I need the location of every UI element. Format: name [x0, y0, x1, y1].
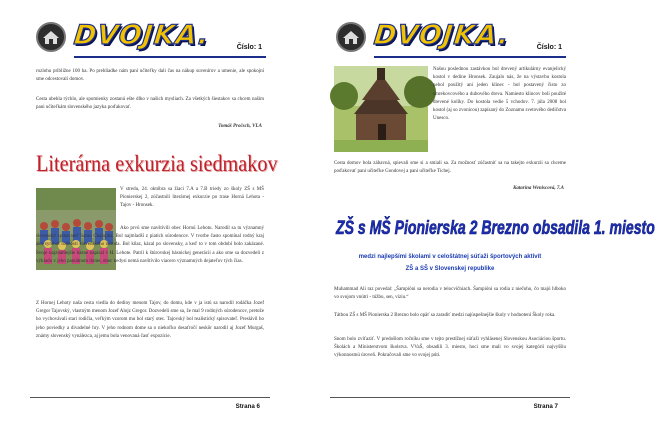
article-subtitle-2: ZŠ a SŠ v Slovenskej republike [405, 266, 495, 272]
newsletter-logo: DVOJKA. [372, 20, 512, 51]
tajov-paragraph: Z Hornej Lehoty naša cesta viedla do dediny menom Tajov, do domu, kde v ja istú sa narodil rodáčka Jozef Gregor Tajovský, vlastným menom Jozef Alojz Gregor. Dozvedeli sme sa, že mal 9 rodiných súrodencov, pretože ho vychovávali stari rodičia, veľkým vzorom mu bol starý otec. Tajovský bol realistický spisovateľ. Preslávil ho jeho poviedky a divadelné hry. V jeho rodnom dome sa o niekoľko desaťročí neskôr narodil aj Jozef Murgaš, známy slovenský vynálezca, aj jemu bola venovaná časť expozície. [36, 301, 264, 339]
school-emblem-icon [36, 22, 66, 52]
page-number: Strana 6 [235, 403, 260, 410]
wooden-church-photo [334, 66, 428, 152]
intro-paragraph: rozlohu približne 100 ha. Po prehliadke nám pani učiteľky dali čas na nákup suvenírov a umenie, ale spokojní sme odcestovali domov. [36, 69, 264, 83]
issue-number: Číslo: 1 [536, 44, 562, 51]
trip-intro-paragraph: V stredu, 24. októbra sa žiaci 7.A a 7.B triedy zo školy ZŠ s MŠ Pionierskej 2, zúčastnili literárnej exkurzie po trase Horná Lehota - Tajov - Hronsek. [120, 187, 264, 209]
header-divider [374, 56, 566, 58]
quote-paragraph: Muhammad Ali raz povedal: „Šampióni sa nerodia v telocvičniach. Šampióni sa rodia z niečoho, čo majú hlboko vo svojom vnútri - túžbu, sen, víziu.“ [334, 287, 566, 301]
goal-paragraph: Tátbou ZŠ s MŠ Pionierska 2 Brezno bolo opäť sa zaradiť medzi najúspešnejšie školy v hodnotení Školy roka. [334, 313, 556, 318]
newsletter-logo: DVOJKA. [72, 20, 212, 51]
reflection-paragraph: Cesta ubehla rýchlo, ale spomienky zostanú ešte dlho v našich mysliach. Za všetkých šiestakov sa chcem našim pani učiteľkám slovenského jazyka poďakovať. [36, 97, 264, 111]
page-header [30, 18, 270, 64]
page-right [300, 0, 655, 424]
footer-divider [30, 397, 270, 398]
article-title: Literárna exkurzia siedmakov [36, 151, 278, 176]
school-emblem-icon [336, 22, 366, 52]
issue-number: Číslo: 1 [236, 44, 262, 51]
history-paragraph: Snom bolo zvíťaziť. V predošlom ročníku sme v tejto prestížnej súťaži vyhlásenej Slovenskou Asociáciou športu. Školách a Ministerstvom školstva. VVaŠ, obsadili 3. miesto, hoci sme mali vo svojej kategórii najvyššiu výkonnostnú úroveň. Pokračovali sme vo svojej púti. [334, 337, 566, 359]
closing-paragraph: Cesta domov bola zábavná, spievali sme si a smiali sa. Za možnosť zúčastniť sa na takejto exkurzii sa chceme poďakovať pani učiteľke Gondovej a pani učiteľke Tichej. [334, 161, 566, 175]
page-number: Strana 7 [533, 403, 558, 410]
footer-divider [330, 397, 570, 398]
header-divider [74, 56, 266, 58]
horna-lehota-paragraph: Ako prvú sme navštívili obec Hornú Lehotu. Narodil sa tu významný slovenský spisovateľ Samo Chalupka. Bol najmladší z piatich súrodencov. V tvorbe často spomínal rodný kraj ako symbol rodnosti slovenského národa. Bol kňaz, kázal po slovensky, a keď to v tom období bolo zakázané. Svoje najznámejšie básne napísal v H. Lehote. Patril k štúrovskej básnickej generácii a ako sme sa dozvedeli z výkladu v jeho pamätnom dome, obec kedysi nemá navštívilo viacero významných dejateľov tých čias. [36, 226, 264, 264]
page-left [0, 0, 301, 424]
article-title: ZŠ s MŠ Pionierska 2 Brezno obsadila 1. miesto [336, 218, 655, 239]
church-paragraph: Našou poslednou zastávkou bol drevený artikulárny evanjelický kostol v dedine Hronsek. Zaujalo nás, že na výstavbu kostola nebol použitý ani jeden klinec - bol postavený čisto zo smrekovcového a dubového dreva. Namiesto klincov boli použité drevené kolíky. Do kostola vedie 5 vchodov. 7. júla 2008 bol kostol (aj so zvonicou) zapísaný do Zoznamu svetového dedičstva Unesco. [433, 67, 566, 122]
article-subtitle: medzi najlepšími školami v celoštátnej súťaži športových aktivít [358, 254, 542, 260]
author-signature: Katarína Weniscová, 7.A [513, 186, 564, 191]
page-header [330, 18, 570, 64]
author-signature: Tomáš Pročsch, VI.A [218, 124, 262, 129]
